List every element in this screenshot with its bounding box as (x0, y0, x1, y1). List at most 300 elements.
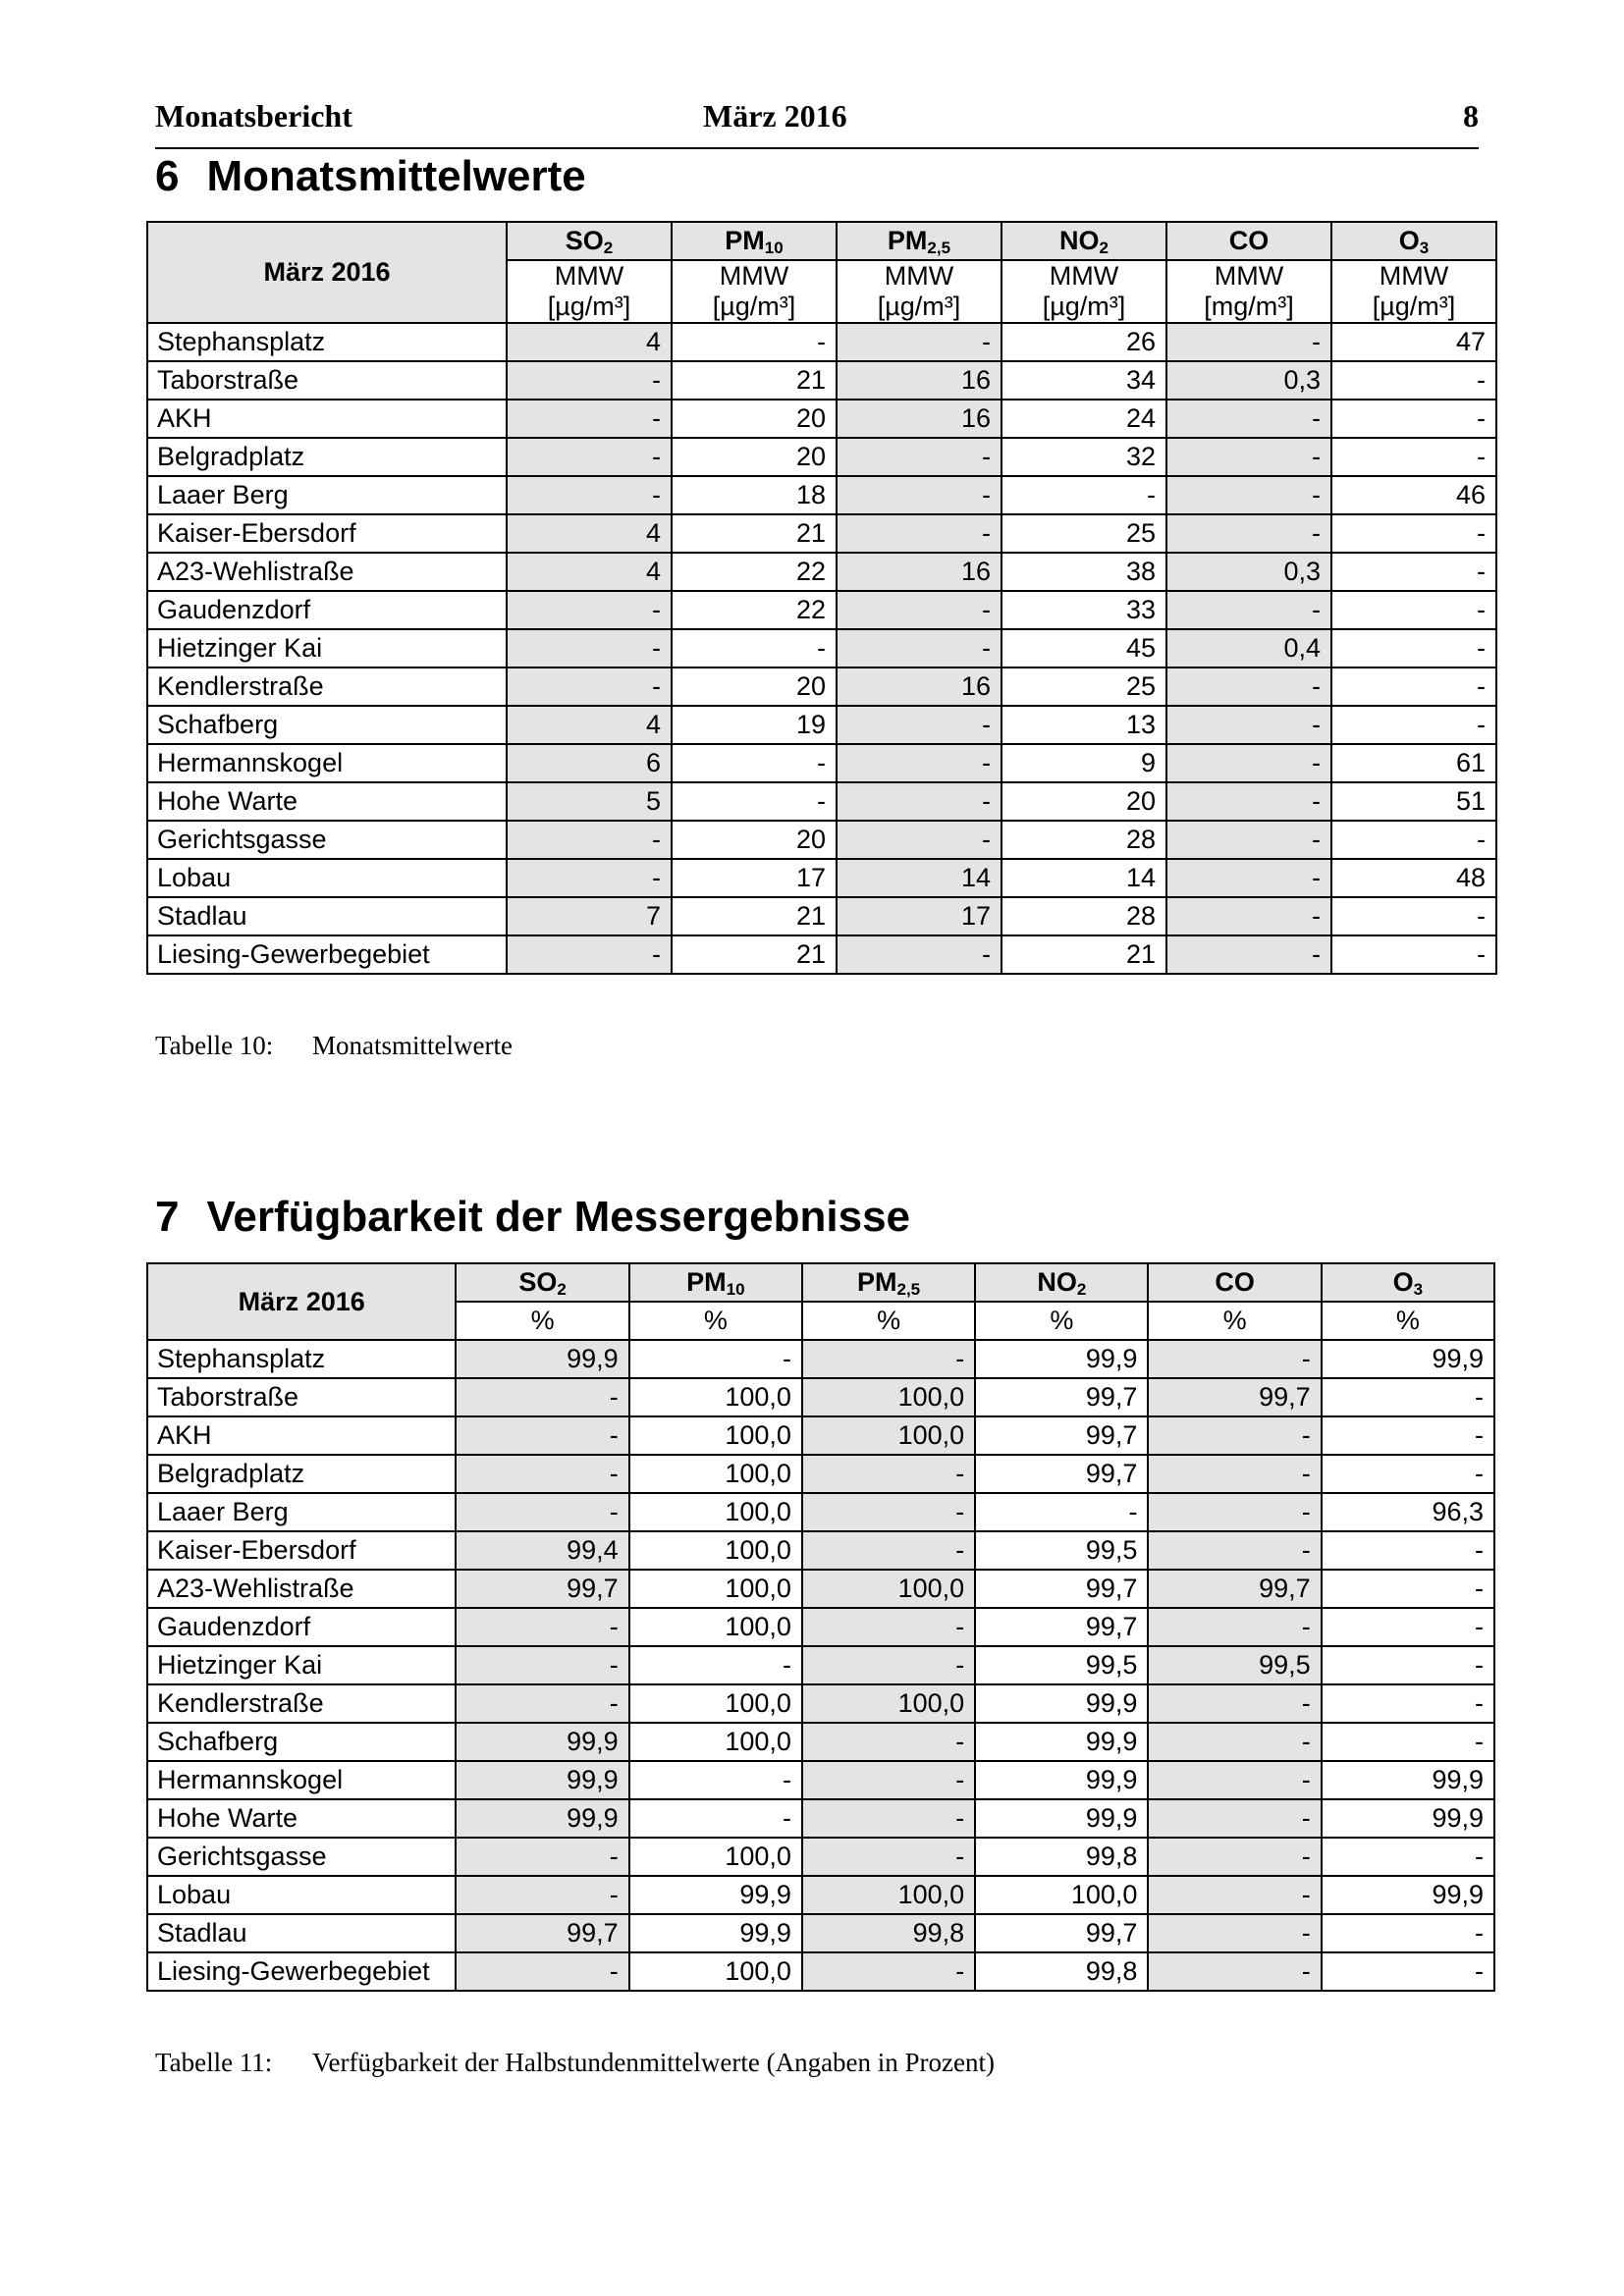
table-cell-value: 5 (507, 782, 672, 821)
table-cell-value: 100,0 (629, 1378, 802, 1416)
table-cell-value: - (1166, 859, 1331, 897)
table-cell-value: - (837, 514, 1001, 553)
table-cell-value: 100,0 (629, 1684, 802, 1723)
table-row (147, 1799, 1494, 1838)
table-cell-value: - (1331, 897, 1496, 935)
table-row (147, 1761, 1494, 1799)
table-cell-value: 20 (1001, 782, 1166, 821)
table-cell-value: 100,0 (802, 1416, 975, 1455)
table-cell-value: 22 (672, 591, 837, 629)
station-name: AKH (147, 1416, 456, 1455)
unit-measure: [µg/m³] (877, 292, 961, 321)
column-header-pollutant (1322, 1263, 1494, 1302)
station-name: Kendlerstraße (147, 1684, 456, 1723)
table-row (147, 1570, 1494, 1608)
column-header-unit (1001, 260, 1166, 323)
pollutant-symbol: NO (1059, 226, 1100, 255)
table-caption-10 (155, 1031, 513, 1061)
column-header-unit (1322, 1302, 1494, 1340)
column-header-pollutant (1331, 222, 1496, 260)
table-row (147, 1646, 1494, 1684)
table-cell-value: - (1166, 821, 1331, 859)
station-name: Hohe Warte (147, 782, 507, 821)
table-cell-value: 22 (672, 553, 837, 591)
table-cell-value: 100,0 (629, 1455, 802, 1493)
station-name: Gaudenzdorf (147, 1608, 456, 1646)
table-cell-value: - (1166, 476, 1331, 514)
table-cell-value: 21 (1001, 935, 1166, 974)
table-row (147, 1684, 1494, 1723)
table-cell-value: 13 (1001, 706, 1166, 744)
pollutant-subscript: 2 (1076, 1280, 1087, 1299)
station-name: Schafberg (147, 706, 507, 744)
table-cell-value: - (672, 782, 837, 821)
column-header-pollutant (975, 1263, 1148, 1302)
station-name: Kendlerstraße (147, 667, 507, 706)
table-row (147, 1914, 1494, 1952)
table-cell-value: - (456, 1838, 628, 1876)
table-cell-value: - (802, 1838, 975, 1876)
table-cell-value: - (1331, 553, 1496, 591)
table-cell-value: 99,9 (975, 1340, 1148, 1378)
table-cell-value: - (1331, 935, 1496, 974)
pollutant-symbol: O (1398, 226, 1420, 255)
pollutant-symbol: CO (1215, 1267, 1255, 1297)
table-row (147, 1378, 1494, 1416)
table-cell-value: 99,7 (975, 1416, 1148, 1455)
table-cell-value: 99,9 (456, 1799, 628, 1838)
caption-text: Monatsmittelwerte (312, 1031, 513, 1060)
pollutant-symbol: PM (857, 1267, 897, 1297)
table-cell-value: - (1331, 821, 1496, 859)
table-cell-value: 47 (1331, 323, 1496, 361)
table-cell-value: 6 (507, 744, 672, 782)
table-cell-value: 46 (1331, 476, 1496, 514)
table-cell-value: - (1148, 1799, 1321, 1838)
pollutant-symbol: PM (725, 226, 765, 255)
section-number: 6 (155, 152, 180, 200)
column-header-pollutant (837, 222, 1001, 260)
table-cell-value: 99,9 (629, 1876, 802, 1914)
table-cell-value: - (802, 1455, 975, 1493)
station-name: Gaudenzdorf (147, 591, 507, 629)
pollutant-subscript: 10 (726, 1280, 745, 1299)
table-cell-value: - (1148, 1608, 1321, 1646)
table-cell-value: 100,0 (629, 1838, 802, 1876)
table-cell-value: - (837, 782, 1001, 821)
table-cell-value: 99,7 (975, 1570, 1148, 1608)
table-cell-value: 0,3 (1166, 361, 1331, 400)
table-cell-value: 100,0 (802, 1876, 975, 1914)
column-header-unit (672, 260, 837, 323)
table-cell-value: 45 (1001, 629, 1166, 667)
table-cell-value: 100,0 (975, 1876, 1148, 1914)
table-cell-value: - (837, 629, 1001, 667)
section-number: 7 (155, 1193, 180, 1241)
column-header-pollutant (1166, 222, 1331, 260)
caption-label: Tabelle 10: (155, 1031, 274, 1060)
table-cell-value: 9 (1001, 744, 1166, 782)
station-name: Taborstraße (147, 1378, 456, 1416)
station-name: Hohe Warte (147, 1799, 456, 1838)
table-cell-value: - (507, 400, 672, 438)
table-row (147, 1838, 1494, 1876)
table-cell-value: 19 (672, 706, 837, 744)
column-header-unit (837, 260, 1001, 323)
table-cell-value: - (1001, 476, 1166, 514)
pollutant-subscript: 2,5 (896, 1280, 921, 1299)
table-cell-value: 17 (837, 897, 1001, 935)
table-monatsmittelwerte (146, 221, 1497, 975)
table-cell-value: 0,3 (1166, 553, 1331, 591)
pollutant-symbol: PM (887, 226, 928, 255)
table-cell-value: - (456, 1646, 628, 1684)
table-cell-value: 100,0 (629, 1570, 802, 1608)
column-header-pollutant (672, 222, 837, 260)
section-title: Monatsmittelwerte (206, 152, 586, 200)
table-cell-value: 99,7 (1148, 1570, 1321, 1608)
table-cell-value: 14 (837, 859, 1001, 897)
station-name: Schafberg (147, 1723, 456, 1761)
section-heading-monatsmittelwerte (155, 152, 586, 201)
unit-type: MMW (554, 261, 624, 291)
table-cell-value: 99,9 (975, 1684, 1148, 1723)
table-cell-value: 99,5 (975, 1531, 1148, 1570)
table-row (147, 1876, 1494, 1914)
table-row (147, 935, 1496, 974)
column-header-unit (629, 1302, 802, 1340)
table-cell-value: 99,9 (1322, 1761, 1494, 1799)
table-cell-value: 100,0 (629, 1416, 802, 1455)
table-cell-value: - (1166, 400, 1331, 438)
table-cell-value: 33 (1001, 591, 1166, 629)
table-cell-value: - (1322, 1838, 1494, 1876)
table-cell-value: 99,7 (975, 1608, 1148, 1646)
table-cell-value: 61 (1331, 744, 1496, 782)
table-cell-value: - (837, 935, 1001, 974)
table-cell-value: 24 (1001, 400, 1166, 438)
table-row (147, 361, 1496, 400)
table-cell-value: - (1166, 438, 1331, 476)
table-cell-value: - (1166, 591, 1331, 629)
table-cell-value: 99,5 (1148, 1646, 1321, 1684)
table-cell-value: 25 (1001, 514, 1166, 553)
table-cell-value: - (802, 1531, 975, 1570)
table-cell-value: - (802, 1952, 975, 1991)
table-cell-value: 99,9 (975, 1799, 1148, 1838)
table-cell-value: 100,0 (802, 1684, 975, 1723)
table-cell-value: 20 (672, 667, 837, 706)
station-name: Stadlau (147, 897, 507, 935)
column-header-unit (802, 1302, 975, 1340)
unit-measure: [µg/m³] (1042, 292, 1126, 321)
station-name: Kaiser-Ebersdorf (147, 1531, 456, 1570)
table-cell-value: 21 (672, 897, 837, 935)
unit-type: MMW (884, 261, 954, 291)
caption-text: Verfügbarkeit der Halbstundenmittelwerte (Angaben in Prozent) (312, 2048, 996, 2077)
table-row (147, 1340, 1494, 1378)
table-cell-value: - (837, 744, 1001, 782)
table-cell-value: 0,4 (1166, 629, 1331, 667)
table-cell-value: 99,9 (975, 1761, 1148, 1799)
table-cell-value: 99,7 (456, 1570, 628, 1608)
table-cell-value: - (1331, 667, 1496, 706)
table-row (147, 323, 1496, 361)
table-cell-value: - (1166, 514, 1331, 553)
table-cell-value: 16 (837, 553, 1001, 591)
table-cell-value: - (1322, 1531, 1494, 1570)
table-cell-value: - (1166, 744, 1331, 782)
table-cell-value: - (1322, 1608, 1494, 1646)
unit-type: MMW (1379, 261, 1449, 291)
table-cell-value: - (1166, 897, 1331, 935)
station-name: Laaer Berg (147, 476, 507, 514)
table-cell-value: - (1148, 1952, 1321, 1991)
table-cell-value: 34 (1001, 361, 1166, 400)
table-cell-value: - (672, 323, 837, 361)
table-cell-value: 16 (837, 667, 1001, 706)
table-cell-value: - (456, 1416, 628, 1455)
table-cell-value: - (507, 629, 672, 667)
table-row (147, 1723, 1494, 1761)
pollutant-symbol: NO (1037, 1267, 1077, 1297)
station-name: Stephansplatz (147, 1340, 456, 1378)
table-cell-value: - (802, 1646, 975, 1684)
table-cell-value: - (672, 744, 837, 782)
table-cell-value: - (837, 438, 1001, 476)
table-cell-value: 48 (1331, 859, 1496, 897)
column-header-unit (456, 1302, 628, 1340)
unit-measure: % (1222, 1306, 1247, 1335)
table-cell-value: - (837, 821, 1001, 859)
table-cell-value: 99,8 (975, 1838, 1148, 1876)
table-row (147, 629, 1496, 667)
table-cell-value: - (456, 1493, 628, 1531)
table-cell-value: - (1322, 1455, 1494, 1493)
table-cell-value: 26 (1001, 323, 1166, 361)
pollutant-symbol: CO (1228, 226, 1270, 255)
pollutant-symbol: SO (518, 1267, 558, 1297)
table-cell-value: - (1322, 1723, 1494, 1761)
station-name: Lobau (147, 1876, 456, 1914)
table-cell-value: 20 (672, 438, 837, 476)
table-cell-value: 38 (1001, 553, 1166, 591)
station-name: Belgradplatz (147, 1455, 456, 1493)
pollutant-subscript: 2 (1099, 239, 1109, 257)
table-cell-value: - (507, 667, 672, 706)
table-cell-value: 7 (507, 897, 672, 935)
table-row (147, 1416, 1494, 1455)
unit-measure: [µg/m³] (547, 292, 631, 321)
table-cell-value: - (507, 438, 672, 476)
page-header (155, 94, 1479, 149)
table-cell-value: - (672, 629, 837, 667)
table-cell-value: 20 (672, 400, 837, 438)
table-cell-value: 28 (1001, 897, 1166, 935)
table-cell-value: - (1148, 1876, 1321, 1914)
table-caption-11 (155, 2048, 995, 2078)
report-month: März 2016 (703, 98, 847, 133)
table-cell-value: - (456, 1876, 628, 1914)
table-cell-value: - (1322, 1378, 1494, 1416)
unit-measure: [µg/m³] (712, 292, 796, 321)
table-cell-value: 25 (1001, 667, 1166, 706)
pollutant-subscript: 3 (1413, 1280, 1424, 1299)
table-cell-value: - (837, 706, 1001, 744)
table-row (147, 1493, 1494, 1531)
table-cell-value: - (1322, 1646, 1494, 1684)
table-cell-value: 18 (672, 476, 837, 514)
table-cell-value: - (802, 1723, 975, 1761)
station-name: Liesing-Gewerbegebiet (147, 935, 507, 974)
table-row (147, 438, 1496, 476)
unit-measure: % (1050, 1306, 1074, 1335)
table-cell-value: 99,5 (975, 1646, 1148, 1684)
table-cell-value: 100,0 (629, 1608, 802, 1646)
table-cell-value: 99,9 (629, 1914, 802, 1952)
table-cell-value: 99,7 (975, 1914, 1148, 1952)
table-verfuegbarkeit (146, 1262, 1495, 1992)
table-cell-value: 100,0 (802, 1378, 975, 1416)
table-cell-value: - (1331, 361, 1496, 400)
report-title: Monatsbericht (155, 98, 352, 133)
table-cell-value: - (507, 591, 672, 629)
table-cell-value: - (1331, 514, 1496, 553)
station-name: Gerichtsgasse (147, 821, 507, 859)
pollutant-subscript: 2,5 (927, 239, 951, 257)
table-cell-value: - (1148, 1723, 1321, 1761)
table-row (147, 1531, 1494, 1570)
unit-measure: % (877, 1306, 901, 1335)
table-cell-value: - (1148, 1914, 1321, 1952)
table-cell-value: - (456, 1952, 628, 1991)
table-cell-value: 99,7 (1148, 1378, 1321, 1416)
table-row (147, 897, 1496, 935)
table-cell-value: - (975, 1493, 1148, 1531)
column-header-unit (975, 1302, 1148, 1340)
table-row (147, 514, 1496, 553)
column-header-unit (1148, 1302, 1321, 1340)
table-cell-value: - (1148, 1684, 1321, 1723)
station-name: A23-Wehlistraße (147, 1570, 456, 1608)
table-cell-value: 16 (837, 361, 1001, 400)
table-row (147, 591, 1496, 629)
table-cell-value: - (1322, 1416, 1494, 1455)
station-name: Hermannskogel (147, 744, 507, 782)
caption-label: Tabelle 11: (155, 2048, 273, 2077)
table-cell-value: 99,4 (456, 1531, 628, 1570)
station-name: Taborstraße (147, 361, 507, 400)
table-cell-value: - (456, 1378, 628, 1416)
table-cell-value: 100,0 (802, 1570, 975, 1608)
table-cell-value: - (802, 1799, 975, 1838)
station-name: Stadlau (147, 1914, 456, 1952)
table-cell-value: - (1166, 667, 1331, 706)
table-cell-value: - (1148, 1416, 1321, 1455)
table-row (147, 476, 1496, 514)
table-cell-value: - (1331, 706, 1496, 744)
table-row (147, 1455, 1494, 1493)
table-row (147, 821, 1496, 859)
table-cell-value: - (1331, 438, 1496, 476)
station-name: Hietzinger Kai (147, 1646, 456, 1684)
table-cell-value: - (507, 859, 672, 897)
table-row (147, 667, 1496, 706)
table-cell-value: 28 (1001, 821, 1166, 859)
unit-type: MMW (1214, 261, 1284, 291)
table-cell-value: 32 (1001, 438, 1166, 476)
page-number: 8 (1463, 98, 1479, 133)
table-cell-value: 4 (507, 514, 672, 553)
table-cell-value: 4 (507, 706, 672, 744)
table-corner-label: März 2016 (147, 1263, 456, 1340)
pollutant-subscript: 10 (764, 239, 784, 257)
table-cell-value: - (802, 1340, 975, 1378)
table-cell-value: - (1166, 935, 1331, 974)
section-heading-verfuegbarkeit (155, 1193, 910, 1242)
table-cell-value: 99,9 (1322, 1876, 1494, 1914)
table-cell-value: - (629, 1340, 802, 1378)
pollutant-subscript: 2 (557, 1280, 567, 1299)
table-cell-value: - (629, 1646, 802, 1684)
table-cell-value: - (802, 1493, 975, 1531)
table-cell-value: - (1148, 1761, 1321, 1799)
column-header-unit (507, 260, 672, 323)
table-cell-value: - (1331, 591, 1496, 629)
table-cell-value: - (507, 361, 672, 400)
pollutant-symbol: O (1392, 1267, 1414, 1297)
table-row (147, 1952, 1494, 1991)
pollutant-symbol: PM (686, 1267, 727, 1297)
table-cell-value: 99,9 (456, 1340, 628, 1378)
unit-type: MMW (719, 261, 789, 291)
table-cell-value: 100,0 (629, 1952, 802, 1991)
table-cell-value: 96,3 (1322, 1493, 1494, 1531)
table-cell-value: 100,0 (629, 1723, 802, 1761)
station-name: Liesing-Gewerbegebiet (147, 1952, 456, 1991)
table-cell-value: 21 (672, 361, 837, 400)
table-cell-value: 99,9 (456, 1723, 628, 1761)
station-name: Kaiser-Ebersdorf (147, 514, 507, 553)
pollutant-subscript: 3 (1419, 239, 1430, 257)
table-cell-value: 99,9 (975, 1723, 1148, 1761)
unit-measure: % (1395, 1306, 1420, 1335)
table-cell-value: - (1322, 1914, 1494, 1952)
table-corner-label: März 2016 (147, 222, 507, 323)
table-cell-value: 100,0 (629, 1531, 802, 1570)
table-cell-value: - (837, 591, 1001, 629)
station-name: A23-Wehlistraße (147, 553, 507, 591)
table-cell-value: - (1322, 1570, 1494, 1608)
table-cell-value: - (629, 1799, 802, 1838)
table-cell-value: - (1331, 400, 1496, 438)
table-cell-value: 100,0 (629, 1493, 802, 1531)
table-cell-value: 14 (1001, 859, 1166, 897)
unit-measure: % (703, 1306, 728, 1335)
column-header-pollutant (507, 222, 672, 260)
station-name: Hermannskogel (147, 1761, 456, 1799)
table-cell-value: 4 (507, 553, 672, 591)
table-cell-value: - (1148, 1455, 1321, 1493)
table-cell-value: - (1322, 1684, 1494, 1723)
table-cell-value: 99,9 (1322, 1340, 1494, 1378)
table-cell-value: - (1166, 323, 1331, 361)
table-cell-value: 99,9 (1322, 1799, 1494, 1838)
station-name: Laaer Berg (147, 1493, 456, 1531)
table-cell-value: - (1148, 1493, 1321, 1531)
table-cell-value: - (507, 476, 672, 514)
column-header-pollutant (629, 1263, 802, 1302)
